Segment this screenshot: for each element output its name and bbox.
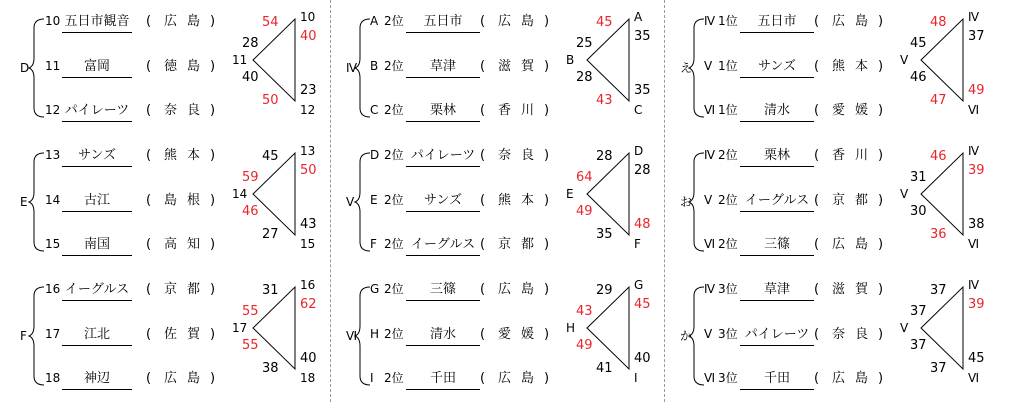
paren-close: )	[878, 14, 884, 29]
triangle-vertex-top: G	[634, 278, 644, 292]
entry-rank: 2位	[384, 59, 404, 73]
team-underline	[740, 211, 814, 212]
group-label: Ⅳ	[346, 61, 358, 75]
entry-number: B	[370, 59, 379, 73]
team-name: 三篠	[763, 237, 790, 252]
triangle-vertex-top: Ⅳ	[968, 10, 980, 24]
match-score: 37	[930, 283, 947, 298]
match-score: 62	[300, 297, 317, 312]
team-underline	[62, 77, 132, 78]
match-score: 37	[910, 338, 927, 353]
match-score: 27	[262, 227, 279, 242]
prefecture: 佐賀	[164, 327, 211, 342]
entry-rank: 2位	[384, 282, 404, 296]
match-score: 38	[968, 217, 985, 232]
match-score: 50	[300, 163, 317, 178]
team-underline	[406, 345, 480, 346]
round-robin-triangle	[586, 149, 630, 238]
paren-open: (	[146, 237, 152, 252]
triangle-vertex-mid: Ⅴ	[900, 53, 909, 67]
match-score: 40	[300, 351, 317, 366]
prefecture: 奈良	[498, 148, 545, 163]
team-name: 草津	[429, 59, 456, 74]
triangle-vertex-mid: E	[566, 187, 574, 201]
prefecture: 京都	[832, 193, 879, 208]
paren-open: (	[480, 282, 486, 297]
entry-number: 13	[45, 148, 61, 162]
paren-open: (	[480, 103, 486, 118]
prefecture: 熊本	[164, 148, 211, 163]
paren-close: )	[878, 59, 884, 74]
paren-open: (	[814, 237, 820, 252]
team-underline	[740, 389, 814, 390]
match-score: 49	[968, 83, 985, 98]
team-name: 五日市	[423, 14, 463, 29]
match-score: 48	[634, 217, 651, 232]
group-label: Ⅴ	[346, 195, 355, 209]
entry-number: 18	[45, 371, 61, 385]
entry-number: Ⅳ	[704, 282, 716, 296]
round-robin-triangle	[920, 283, 964, 372]
match-score: 31	[262, 283, 279, 298]
match-score: 28	[242, 36, 259, 51]
paren-close: )	[544, 371, 550, 386]
match-score: 49	[576, 338, 593, 353]
match-score: 31	[910, 170, 927, 185]
team-name: 富岡	[83, 59, 110, 74]
team-underline	[62, 255, 132, 256]
triangle-vertex-top: 16	[300, 278, 316, 292]
prefecture: 熊本	[832, 59, 879, 74]
triangle-vertex-top: Ⅳ	[968, 278, 980, 292]
team-underline	[62, 32, 132, 33]
team-underline	[406, 211, 480, 212]
match-score: 40	[300, 29, 317, 44]
entry-number: G	[370, 282, 380, 296]
triangle-vertex-bot: 18	[300, 371, 316, 385]
paren-close: )	[544, 193, 550, 208]
paren-open: (	[480, 14, 486, 29]
match-score: 40	[634, 351, 651, 366]
team-underline	[62, 121, 132, 122]
prefecture: 滋賀	[832, 282, 879, 297]
group-label: お	[680, 195, 693, 209]
team-name: パイレーツ	[64, 103, 130, 118]
prefecture: 香川	[498, 103, 545, 118]
paren-open: (	[480, 148, 486, 163]
paren-close: )	[544, 148, 550, 163]
round-robin-triangle	[252, 15, 296, 104]
entry-number: C	[370, 103, 379, 117]
group-label: え	[680, 61, 693, 75]
column-divider	[330, 0, 331, 402]
prefecture: 奈良	[164, 103, 211, 118]
prefecture: 滋賀	[498, 59, 545, 74]
match-score: 47	[930, 93, 947, 108]
group-label: E	[20, 195, 28, 209]
prefecture: 高知	[164, 237, 211, 252]
prefecture: 広島	[498, 14, 545, 29]
paren-close: )	[878, 327, 884, 342]
paren-open: (	[146, 14, 152, 29]
match-score: 35	[634, 83, 651, 98]
paren-close: )	[878, 148, 884, 163]
entry-rank: 3位	[718, 371, 738, 385]
team-underline	[406, 32, 480, 33]
team-underline	[62, 166, 132, 167]
match-score: 54	[262, 15, 279, 30]
team-name: 五日市	[757, 14, 797, 29]
prefecture: 香川	[832, 148, 879, 163]
paren-open: (	[146, 282, 152, 297]
match-score: 41	[596, 361, 613, 376]
entry-number: E	[370, 193, 378, 207]
match-score: 49	[576, 204, 593, 219]
entry-rank: 1位	[718, 59, 738, 73]
entry-number: Ⅳ	[704, 148, 716, 162]
paren-open: (	[146, 327, 152, 342]
triangle-vertex-bot: I	[634, 371, 638, 385]
entry-number: Ⅴ	[704, 193, 713, 207]
triangle-vertex-bot: Ⅵ	[968, 237, 980, 251]
team-underline	[740, 32, 814, 33]
match-score: 28	[596, 149, 613, 164]
paren-close: )	[210, 148, 216, 163]
round-robin-triangle	[920, 149, 964, 238]
entry-number: 17	[45, 327, 61, 341]
entry-number: 11	[45, 59, 61, 73]
paren-close: )	[878, 237, 884, 252]
paren-open: (	[146, 193, 152, 208]
entry-rank: 1位	[718, 14, 738, 28]
team-name: パイレーツ	[744, 327, 810, 342]
match-score: 37	[930, 361, 947, 376]
team-name: 清水	[763, 103, 790, 118]
team-name: 草津	[763, 282, 790, 297]
paren-open: (	[480, 371, 486, 386]
round-robin-triangle	[920, 15, 964, 104]
paren-open: (	[814, 14, 820, 29]
match-score: 40	[242, 70, 259, 85]
team-underline	[406, 255, 480, 256]
triangle-vertex-bot: Ⅵ	[968, 371, 980, 385]
triangle-vertex-mid: 17	[232, 321, 248, 335]
paren-open: (	[146, 103, 152, 118]
paren-close: )	[210, 14, 216, 29]
triangle-vertex-mid: B	[566, 53, 575, 67]
prefecture: 広島	[498, 371, 545, 386]
prefecture: 京都	[498, 237, 545, 252]
match-score: 55	[242, 338, 259, 353]
entry-number: A	[370, 14, 379, 28]
team-underline	[62, 211, 132, 212]
match-score: 29	[596, 283, 613, 298]
paren-open: (	[146, 148, 152, 163]
entry-number: Ⅵ	[704, 371, 716, 385]
entry-rank: 2位	[718, 193, 738, 207]
team-name: 清水	[429, 327, 456, 342]
team-underline	[406, 121, 480, 122]
paren-close: )	[878, 103, 884, 118]
paren-open: (	[480, 59, 486, 74]
paren-close: )	[210, 237, 216, 252]
round-robin-triangle	[586, 15, 630, 104]
paren-close: )	[210, 327, 216, 342]
entry-rank: 2位	[384, 14, 404, 28]
team-name: 古江	[83, 193, 110, 208]
team-underline	[406, 77, 480, 78]
match-score: 45	[910, 36, 927, 51]
paren-open: (	[814, 282, 820, 297]
match-score: 28	[634, 163, 651, 178]
prefecture: 広島	[832, 14, 879, 29]
group-label: か	[680, 329, 693, 343]
match-score: 25	[576, 36, 593, 51]
triangle-vertex-mid: 11	[232, 53, 248, 67]
match-score: 46	[910, 70, 927, 85]
match-score: 64	[576, 170, 593, 185]
entry-number: Ⅵ	[704, 237, 716, 251]
team-underline	[406, 166, 480, 167]
prefecture: 熊本	[498, 193, 545, 208]
paren-open: (	[814, 148, 820, 163]
paren-close: )	[210, 59, 216, 74]
paren-close: )	[210, 282, 216, 297]
team-name: 南国	[83, 237, 110, 252]
team-name: パイレーツ	[410, 148, 476, 163]
entry-rank: 2位	[384, 237, 404, 251]
triangle-vertex-mid: 14	[232, 187, 248, 201]
group-label: D	[20, 61, 30, 75]
paren-close: )	[878, 282, 884, 297]
paren-close: )	[544, 14, 550, 29]
entry-rank: 3位	[718, 282, 738, 296]
match-score: 30	[910, 204, 927, 219]
triangle-vertex-mid: Ⅴ	[900, 187, 909, 201]
entry-rank: 2位	[384, 327, 404, 341]
triangle-vertex-bot: C	[634, 103, 643, 117]
team-underline	[62, 345, 132, 346]
entry-number: D	[370, 148, 380, 162]
match-score: 59	[242, 170, 259, 185]
match-score: 45	[596, 15, 613, 30]
triangle-vertex-top: D	[634, 144, 644, 158]
team-underline	[62, 389, 132, 390]
team-name: サンズ	[78, 148, 116, 163]
paren-open: (	[480, 327, 486, 342]
team-name: サンズ	[424, 193, 462, 208]
paren-close: )	[544, 237, 550, 252]
entry-rank: 2位	[718, 237, 738, 251]
team-underline	[62, 300, 132, 301]
team-name: 神辺	[83, 371, 110, 386]
match-score: 39	[968, 297, 985, 312]
team-name: 栗林	[763, 148, 790, 163]
paren-open: (	[814, 59, 820, 74]
paren-open: (	[814, 327, 820, 342]
team-name: 三篠	[429, 282, 456, 297]
entry-number: Ⅴ	[704, 327, 713, 341]
paren-open: (	[480, 193, 486, 208]
team-underline	[740, 255, 814, 256]
match-score: 36	[930, 227, 947, 242]
match-score: 48	[930, 15, 947, 30]
entry-rank: 2位	[384, 148, 404, 162]
match-score: 39	[968, 163, 985, 178]
entry-number: Ⅵ	[704, 103, 716, 117]
entry-number: 10	[45, 14, 61, 28]
team-underline	[740, 121, 814, 122]
team-name: 千田	[763, 371, 790, 386]
triangle-vertex-bot: 15	[300, 237, 316, 251]
team-name: イーグルス	[64, 282, 130, 297]
team-name: 江北	[83, 327, 110, 342]
paren-close: )	[544, 59, 550, 74]
team-underline	[740, 300, 814, 301]
team-underline	[406, 300, 480, 301]
triangle-vertex-bot: F	[634, 237, 641, 251]
entry-rank: 3位	[718, 327, 738, 341]
prefecture: 広島	[164, 371, 211, 386]
paren-close: )	[544, 327, 550, 342]
triangle-vertex-mid: H	[566, 321, 576, 335]
team-underline	[740, 77, 814, 78]
round-robin-triangle	[586, 283, 630, 372]
match-score: 46	[930, 149, 947, 164]
round-robin-triangle	[252, 283, 296, 372]
prefecture: 徳島	[164, 59, 211, 74]
team-underline	[740, 166, 814, 167]
team-name: イーグルス	[744, 193, 810, 208]
entry-number: 14	[45, 193, 61, 207]
entry-rank: 1位	[718, 103, 738, 117]
team-name: サンズ	[758, 59, 796, 74]
entry-number: F	[370, 237, 377, 251]
prefecture: 愛媛	[498, 327, 545, 342]
team-name: 千田	[429, 371, 456, 386]
team-underline	[740, 345, 814, 346]
entry-number: H	[370, 327, 380, 341]
prefecture: 広島	[832, 371, 879, 386]
prefecture: 京都	[164, 282, 211, 297]
paren-open: (	[814, 371, 820, 386]
team-underline	[406, 389, 480, 390]
triangle-vertex-top: A	[634, 10, 643, 24]
entry-rank: 2位	[718, 148, 738, 162]
paren-open: (	[480, 237, 486, 252]
match-score: 46	[242, 204, 259, 219]
match-score: 37	[910, 304, 927, 319]
entry-number: Ⅳ	[704, 14, 716, 28]
entry-number: I	[370, 371, 374, 385]
match-score: 45	[968, 351, 985, 366]
entry-number: 15	[45, 237, 61, 251]
prefecture: 広島	[498, 282, 545, 297]
match-score: 45	[634, 297, 651, 312]
prefecture: 広島	[164, 14, 211, 29]
team-name: 栗林	[429, 103, 456, 118]
paren-close: )	[544, 282, 550, 297]
prefecture: 島根	[164, 193, 211, 208]
paren-close: )	[210, 371, 216, 386]
triangle-vertex-top: Ⅳ	[968, 144, 980, 158]
entry-number: 16	[45, 282, 61, 296]
paren-close: )	[544, 103, 550, 118]
triangle-vertex-mid: Ⅴ	[900, 321, 909, 335]
match-score: 38	[262, 361, 279, 376]
match-score: 37	[968, 29, 985, 44]
match-score: 43	[300, 217, 317, 232]
paren-close: )	[878, 371, 884, 386]
entry-number: Ⅴ	[704, 59, 713, 73]
match-score: 43	[596, 93, 613, 108]
paren-close: )	[210, 103, 216, 118]
entry-rank: 2位	[384, 371, 404, 385]
group-label: F	[20, 329, 27, 343]
column-divider	[664, 0, 665, 402]
triangle-vertex-top: 10	[300, 10, 316, 24]
team-name: 五日市観音	[64, 14, 130, 29]
entry-number: 12	[45, 103, 61, 117]
round-robin-triangle	[252, 149, 296, 238]
group-label: Ⅵ	[346, 329, 358, 343]
team-name: イーグルス	[410, 237, 476, 252]
match-score: 45	[262, 149, 279, 164]
prefecture: 愛媛	[832, 103, 879, 118]
triangle-vertex-top: 13	[300, 144, 316, 158]
entry-rank: 2位	[384, 193, 404, 207]
entry-rank: 2位	[384, 103, 404, 117]
paren-open: (	[146, 59, 152, 74]
paren-open: (	[146, 371, 152, 386]
match-score: 35	[634, 29, 651, 44]
match-score: 35	[596, 227, 613, 242]
match-score: 55	[242, 304, 259, 319]
match-score: 43	[576, 304, 593, 319]
triangle-vertex-bot: Ⅵ	[968, 103, 980, 117]
paren-open: (	[814, 103, 820, 118]
triangle-vertex-bot: 12	[300, 103, 316, 117]
paren-close: )	[210, 193, 216, 208]
paren-open: (	[814, 193, 820, 208]
match-score: 50	[262, 93, 279, 108]
match-score: 23	[300, 83, 317, 98]
match-score: 28	[576, 70, 593, 85]
prefecture: 奈良	[832, 327, 879, 342]
prefecture: 広島	[832, 237, 879, 252]
paren-close: )	[878, 193, 884, 208]
